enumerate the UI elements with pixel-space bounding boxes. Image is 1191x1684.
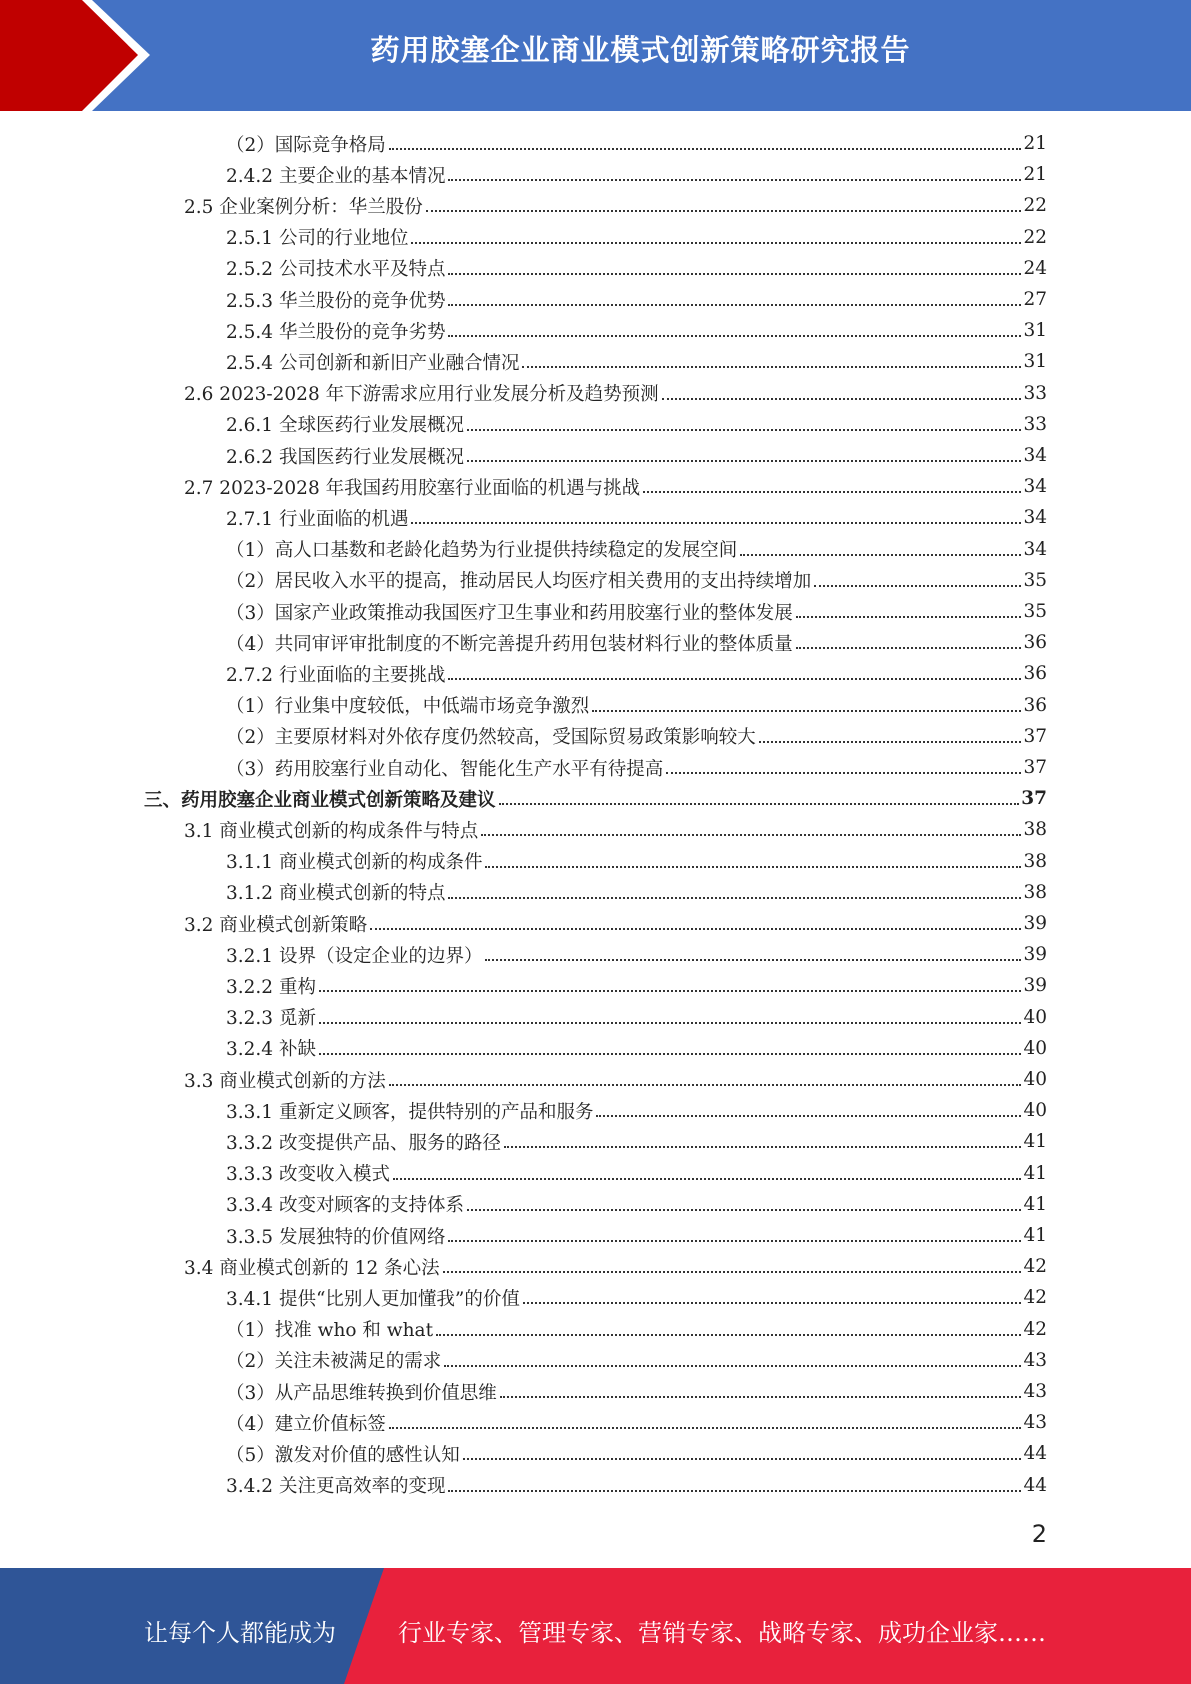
toc-entry-label: 3.1.2 商业模式创新的特点 (226, 883, 446, 905)
toc-leader-dots (448, 335, 1021, 337)
toc-entry[interactable] (226, 970, 1047, 1001)
toc-entry-page: 22 (1023, 195, 1047, 217)
toc-entry[interactable] (226, 877, 1047, 908)
toc-entry[interactable] (226, 1438, 1047, 1469)
page-header (0, 0, 1191, 111)
toc-leader-dots (448, 273, 1021, 275)
toc-entry-page: 39 (1023, 913, 1047, 934)
toc-entry[interactable] (226, 1314, 1047, 1345)
toc-leader-dots (443, 1271, 1022, 1273)
toc-entry[interactable] (184, 471, 1047, 502)
toc-leader-dots (319, 1053, 1022, 1055)
toc-entry-page: 35 (1023, 569, 1047, 591)
toc-entry-label: 3.1 商业模式创新的构成条件与特点 (184, 820, 479, 842)
toc-entry-label: 2.7 2023-2028 年我国药用胶塞行业面临的机遇与挑战 (184, 477, 641, 499)
toc-leader-dots (485, 959, 1021, 961)
toc-leader-dots (467, 460, 1021, 462)
toc-entry-label: 2.6 2023-2028 年下游需求应用行业发展分析及趋势预测 (184, 384, 659, 406)
toc-leader-dots (662, 398, 1022, 400)
toc-entry[interactable] (226, 284, 1047, 315)
toc-entry-label: 2.5 企业案例分析：华兰股份 (184, 196, 423, 218)
toc-leader-dots (522, 366, 1021, 368)
toc-entry-label: 2.6.1 全球医药行业发展概况 (226, 415, 464, 437)
toc-leader-dots (411, 242, 1021, 244)
toc-leader-dots (389, 148, 1022, 150)
toc-entry-page: 39 (1023, 944, 1047, 966)
toc-leader-dots (500, 1396, 1022, 1398)
toc-entry[interactable] (226, 1126, 1047, 1157)
toc-entry[interactable] (226, 846, 1047, 877)
toc-entry-label: 3.4 商业模式创新的 12 条心法 (184, 1257, 440, 1279)
toc-entry-page: 42 (1023, 1287, 1047, 1309)
toc-entry-label: （3）国家产业政策推动我国医疗卫生事业和药用胶塞行业的整体发展 (226, 602, 793, 624)
toc-leader-dots (504, 1146, 1021, 1148)
toc-entry-label: 2.6.2 我国医药行业发展概况 (226, 446, 464, 468)
toc-leader-dots (448, 1490, 1021, 1492)
toc-leader-dots (481, 834, 1021, 836)
toc-leader-dots (426, 210, 1022, 212)
toc-entry-page: 38 (1023, 881, 1047, 903)
toc-entry[interactable] (226, 1376, 1047, 1407)
toc-entry-page: 41 (1023, 1131, 1047, 1153)
toc-entry-label: 3.1.1 商业模式创新的构成条件 (226, 852, 483, 874)
toc-entry[interactable] (226, 1470, 1047, 1501)
toc-entry-page: 33 (1023, 382, 1047, 404)
toc-entry-page: 43 (1023, 1349, 1047, 1371)
toc-entry-label: （1）行业集中度较低，中低端市场竞争激烈 (226, 696, 590, 718)
toc-entry[interactable] (226, 752, 1047, 783)
toc-entry[interactable] (184, 1064, 1047, 1095)
toc-leader-dots (463, 1458, 1022, 1460)
toc-leader-dots (319, 990, 1022, 992)
toc-entry-page: 41 (1023, 1225, 1047, 1246)
toc-entry-page: 40 (1023, 1069, 1047, 1090)
toc-leader-dots (485, 866, 1021, 868)
footer-slogan: 让每个人都能成为 (144, 1619, 336, 1647)
toc-entry-label: （2）主要原材料对外依存度仍然较高，受国际贸易政策影响较大 (226, 727, 756, 749)
toc-entry[interactable] (226, 1189, 1047, 1220)
toc-entry-page: 44 (1023, 1474, 1047, 1496)
toc-entry[interactable] (226, 159, 1047, 190)
toc-leader-dots (389, 1427, 1022, 1429)
toc-entry[interactable] (226, 222, 1047, 253)
toc-entry[interactable] (184, 190, 1047, 221)
toc-entry-page: 35 (1023, 601, 1047, 622)
toc-entry-label: 3.2.2 重构 (226, 976, 316, 998)
toc-entry-page: 43 (1023, 1381, 1047, 1402)
toc-leader-dots (448, 897, 1021, 899)
toc-leader-dots (740, 554, 1021, 556)
toc-entry-label: 3.2.1 设界（设定企业的边界） (226, 945, 483, 967)
toc-leader-dots (499, 803, 1020, 805)
toc-leader-dots (643, 491, 1021, 493)
toc-entry-label: 3.3.5 发展独特的价值网络 (226, 1226, 446, 1248)
toc-entry-label: 3.3.1 重新定义顾客，提供特别的产品和服务 (226, 1101, 594, 1123)
toc-entry-label: （2）国际竞争格局 (226, 134, 386, 156)
page-number: 2 (1031, 1520, 1047, 1548)
toc-entry[interactable] (226, 596, 1047, 627)
toc-entry[interactable] (184, 814, 1047, 845)
toc-entry-label: 3.4.2 关注更高效率的变现 (226, 1476, 446, 1498)
toc-leader-dots (389, 1084, 1022, 1086)
toc-leader-dots (759, 741, 1022, 743)
toc-entry-label: 3.3 商业模式创新的方法 (184, 1070, 386, 1092)
toc-entry[interactable] (226, 346, 1047, 377)
toc-entry-page: 21 (1023, 133, 1047, 154)
toc-entry-page: 36 (1023, 663, 1047, 685)
toc-entry[interactable] (226, 939, 1047, 970)
footer-roles: 行业专家、管理专家、营销专家、战略专家、成功企业家…… (398, 1619, 1046, 1647)
toc-entry-label: （2）关注未被满足的需求 (226, 1351, 442, 1373)
toc-entry[interactable] (226, 565, 1047, 596)
toc-entry[interactable] (226, 721, 1047, 752)
toc-entry-label: （4）共同审评审批制度的不断完善提升药用包装材料行业的整体质量 (226, 633, 793, 655)
toc-leader-dots (448, 304, 1021, 306)
toc-entry[interactable] (226, 1220, 1047, 1251)
toc-entry[interactable] (226, 1002, 1047, 1033)
toc-entry[interactable] (184, 1251, 1047, 1282)
toc-entry-label: 3.2.4 补缺 (226, 1039, 316, 1061)
toc-entry-label: 3.3.2 改变提供产品、服务的路径 (226, 1132, 501, 1154)
toc-entry[interactable] (144, 783, 1047, 814)
toc-entry-label: 2.5.4 华兰股份的竞争劣势 (226, 321, 446, 343)
toc-entry-page: 40 (1023, 1037, 1047, 1059)
toc-entry-label: 3.3.4 改变对顾客的支持体系 (226, 1195, 464, 1217)
toc-entry-label: 2.4.2 主要企业的基本情况 (226, 165, 446, 187)
toc-leader-dots (592, 710, 1021, 712)
toc-entry-label: （4）建立价值标签 (226, 1413, 386, 1435)
toc-leader-dots (370, 928, 1021, 930)
toc-entry-page: 36 (1023, 632, 1047, 654)
toc-leader-dots (393, 1178, 1021, 1180)
toc-entry-page: 34 (1023, 476, 1047, 498)
toc-entry-label: 2.5.4 公司创新和新旧产业融合情况 (226, 352, 520, 374)
toc-entry-label: （2）居民收入水平的提高，推动居民人均医疗相关费用的支出持续增加 (226, 571, 812, 593)
toc-entry-page: 37 (1023, 757, 1047, 778)
toc-entry[interactable] (226, 1345, 1047, 1376)
toc-entry-page: 40 (1023, 1100, 1047, 1122)
toc-entry-page: 24 (1023, 257, 1047, 279)
toc-entry[interactable] (226, 1158, 1047, 1189)
toc-entry-page: 42 (1023, 1256, 1047, 1278)
toc-entry[interactable] (184, 908, 1047, 939)
toc-entry-page: 38 (1023, 819, 1047, 841)
toc-entry-page: 33 (1023, 413, 1047, 435)
toc-entry-page: 34 (1023, 538, 1047, 560)
toc-entry[interactable] (226, 658, 1047, 689)
toc-entry-label: 三、药用胶塞企业商业模式创新策略及建议 (144, 789, 496, 811)
document-title: 药用胶塞企业商业模式创新策略研究报告 (370, 33, 911, 67)
toc-leader-dots (444, 1365, 1021, 1367)
toc-entry-page: 43 (1023, 1412, 1047, 1434)
toc-entry-page: 42 (1023, 1318, 1047, 1340)
toc-leader-dots (448, 1240, 1021, 1242)
toc-entry-page: 40 (1023, 1006, 1047, 1028)
toc-entry-label: 2.5.3 华兰股份的竞争优势 (226, 290, 446, 312)
toc-entry[interactable] (226, 690, 1047, 721)
toc-entry-label: 3.3.3 改变收入模式 (226, 1164, 390, 1186)
toc-entry-page: 21 (1023, 164, 1047, 186)
toc-entry-label: 3.2.3 觅新 (226, 1008, 316, 1030)
toc-entry-page: 44 (1023, 1443, 1047, 1465)
toc-entry[interactable] (226, 627, 1047, 658)
toc-entry[interactable] (226, 534, 1047, 565)
toc-entry-page: 36 (1023, 694, 1047, 716)
toc-entry-page: 41 (1023, 1162, 1047, 1184)
toc-entry[interactable] (226, 1095, 1047, 1126)
toc-entry-page: 34 (1023, 507, 1047, 529)
toc-leader-dots (467, 429, 1021, 431)
toc-entry-page: 31 (1023, 320, 1047, 342)
toc-entry-page: 22 (1023, 226, 1047, 248)
toc-leader-dots (411, 522, 1021, 524)
toc-entry[interactable] (226, 502, 1047, 533)
toc-entry-page: 27 (1023, 289, 1047, 310)
toc-leader-dots (319, 1022, 1022, 1024)
toc-leader-dots (596, 1115, 1021, 1117)
toc-entry[interactable] (226, 1282, 1047, 1313)
toc-entry-label: 2.5.1 公司的行业地位 (226, 228, 409, 250)
toc-leader-dots (523, 1302, 1022, 1304)
toc-entry-label: 2.7.2 行业面临的主要挑战 (226, 664, 446, 686)
toc-leader-dots (666, 772, 1021, 774)
toc-entry-label: 2.5.2 公司技术水平及特点 (226, 259, 446, 281)
toc-entry-page: 37 (1023, 725, 1047, 747)
toc-entry[interactable] (226, 1407, 1047, 1438)
toc-leader-dots (796, 647, 1022, 649)
toc-entry-page: 37 (1021, 788, 1047, 810)
toc-entry-page: 41 (1023, 1193, 1047, 1215)
toc-leader-dots (796, 616, 1022, 618)
toc-leader-dots (448, 678, 1021, 680)
toc-leader-dots (436, 1334, 1021, 1336)
toc-entry[interactable] (226, 1033, 1047, 1064)
toc-entry-page: 34 (1023, 445, 1047, 466)
toc-entry-label: （5）激发对价值的感性认知 (226, 1444, 460, 1466)
toc-leader-dots (467, 1209, 1021, 1211)
toc-entry-label: 2.7.1 行业面临的机遇 (226, 508, 409, 530)
toc-entry-page: 39 (1023, 975, 1047, 997)
toc-entry-label: 3.2 商业模式创新策略 (184, 914, 368, 936)
toc-entry[interactable] (184, 378, 1047, 409)
toc-entry-page: 38 (1023, 850, 1047, 872)
toc-entry[interactable] (226, 128, 1047, 159)
toc-entry-label: （1）高人口基数和老龄化趋势为行业提供持续稳定的发展空间 (226, 540, 738, 562)
toc-entry[interactable] (226, 315, 1047, 346)
toc-entry[interactable] (226, 440, 1047, 471)
toc-leader-dots (448, 179, 1021, 181)
toc-entry-label: （1）找准 who 和 what (226, 1320, 434, 1342)
header-arrow-graphic (0, 0, 160, 111)
toc-entry-label: 3.4.1 提供“比别人更加懂我”的价值 (226, 1288, 520, 1310)
toc-entry[interactable] (226, 253, 1047, 284)
toc-entry-label: （3）从产品思维转换到价值思维 (226, 1382, 497, 1404)
toc-entry[interactable] (226, 409, 1047, 440)
toc-leader-dots (814, 585, 1021, 587)
toc-entry-page: 31 (1023, 351, 1047, 373)
toc-entry-label: （3）药用胶塞行业自动化、智能化生产水平有待提高 (226, 758, 664, 780)
page-footer (0, 1568, 1191, 1684)
